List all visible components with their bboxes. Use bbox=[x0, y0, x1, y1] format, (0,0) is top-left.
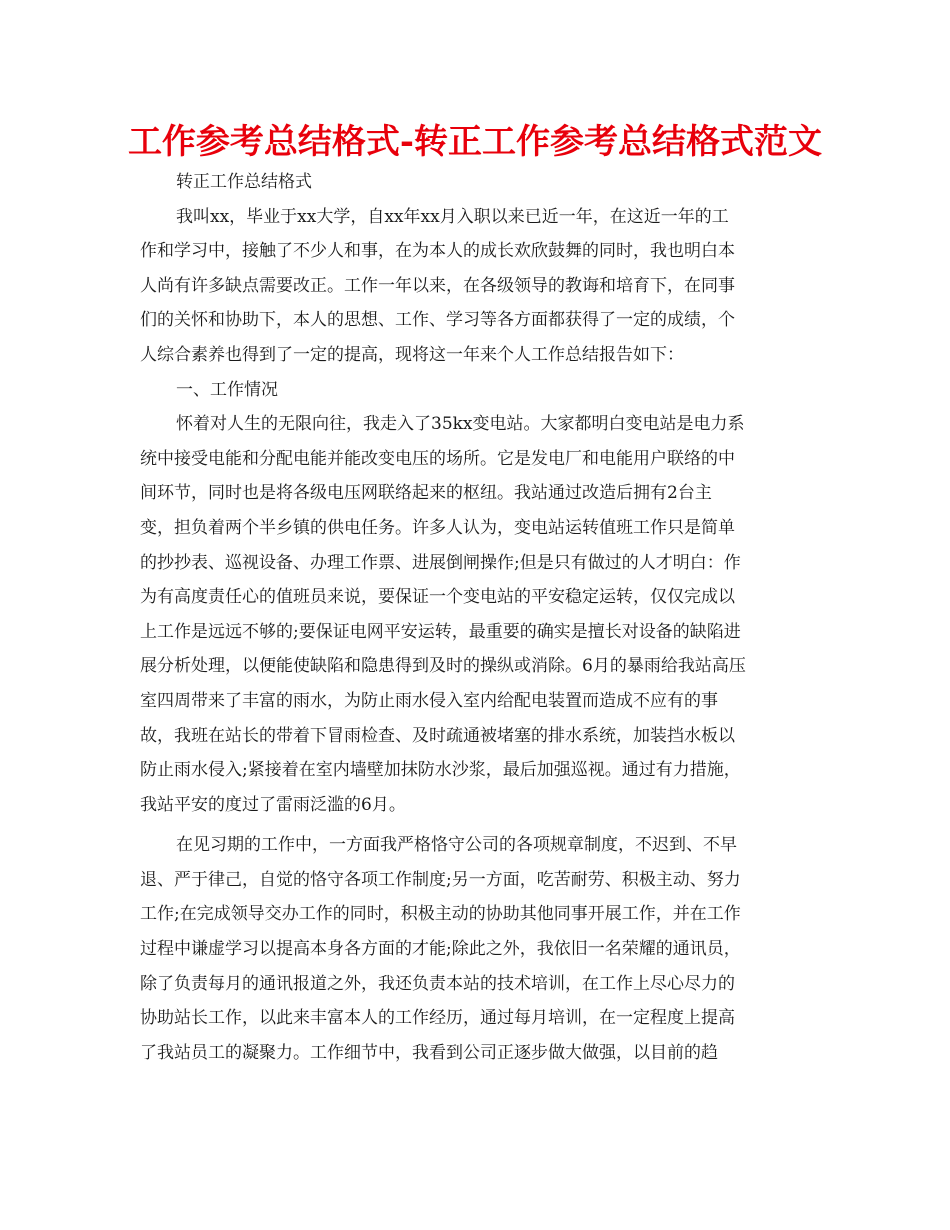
document-subtitle: 转正工作总结格式 bbox=[176, 172, 312, 192]
paragraph-line: 变，担负着两个半乡镇的供电任务。许多人认为，变电站运转值班工作只是简单 bbox=[140, 517, 735, 538]
paragraph-line: 退、严于律己，自觉的恪守各项工作制度;另一方面，吃苦耐劳、积极主动、努力 bbox=[140, 869, 741, 890]
paragraph-intro bbox=[140, 200, 810, 373]
paragraph-line: 展分析处理，以便能使缺陷和隐患得到及时的操纵或消除。6月的暴雨给我站高压 bbox=[140, 656, 746, 677]
document-title: 工作参考总结格式-转正工作参考总结格式范文 bbox=[127, 122, 823, 162]
paragraph-line: 统中接受电能和分配电能并能改变电压的场所。它是发电厂和电能用户联络的中 bbox=[140, 448, 735, 469]
paragraph-line: 过程中谦虚学习以提高本身各方面的才能;除此之外，我依旧一名荣耀的通讯员， bbox=[140, 939, 741, 960]
section-heading-work: 一、工作情况 bbox=[176, 379, 278, 400]
paragraph-line: 的抄抄表、巡视设备、办理工作票、进展倒闸操作;但是只有做过的人才明白：作 bbox=[140, 552, 741, 573]
paragraph-line: 间环节，同时也是将各级电压网联络起来的枢纽。我站通过改造后拥有2台主 bbox=[140, 483, 712, 504]
paragraph-line: 怀着对人生的无限向往，我走入了35kx变电站。大家都明白变电站是电力系 bbox=[176, 414, 745, 435]
document-body bbox=[140, 165, 810, 1070]
paragraph-line: 协助站长工作，以此来丰富本人的工作经历，通过每月培训，在一定程度上提高 bbox=[140, 1008, 735, 1029]
paragraph-line: 室四周带来了丰富的雨水，为防止雨水侵入室内给配电装置而造成不应有的事 bbox=[140, 690, 718, 711]
paragraph-line: 我叫xx，毕业于xx大学，自xx年xx月入职以来已近一年，在这近一年的工 bbox=[176, 206, 729, 227]
paragraph-line: 人综合素养也得到了一定的提高，现将这一年来个人工作总结报告如下： bbox=[140, 344, 684, 365]
paragraph-line: 了我站员工的凝聚力。工作细节中，我看到公司正逐步做大做强，以目前的趋 bbox=[140, 1042, 718, 1063]
paragraph-work-situation bbox=[140, 407, 810, 822]
paragraph-line: 为有高度责任心的值班员来说，要保证一个变电站的平安稳定运转，仅仅完成以 bbox=[140, 587, 735, 608]
paragraph-probation bbox=[140, 828, 810, 1070]
paragraph-line: 故，我班在站长的带着下冒雨检查、及时疏通被堵塞的排水系统，加装挡水板以 bbox=[140, 725, 735, 746]
paragraph-line: 作和学习中，接触了不少人和事，在为本人的成长欢欣鼓舞的同时，我也明白本 bbox=[140, 241, 735, 262]
paragraph-line: 工作;在完成领导交办工作的同时，积极主动的协助其他同事开展工作，并在工作 bbox=[140, 904, 741, 925]
paragraph-line: 在见习期的工作中，一方面我严格恪守公司的各项规章制度，不迟到、不早 bbox=[176, 835, 737, 856]
paragraph-line: 防止雨水侵入;紧接着在室内墙壁加抹防水沙浆，最后加强巡视。通过有力措施， bbox=[140, 760, 741, 781]
paragraph-line: 人尚有许多缺点需要改正。工作一年以来，在各级领导的教诲和培育下，在同事 bbox=[140, 275, 735, 296]
paragraph-line: 上工作是远远不够的;要保证电网平安运转，最重要的确实是擅长对设备的缺陷进 bbox=[140, 621, 741, 642]
paragraph-line: 们的关怀和协助下，本人的思想、工作、学习等各方面都获得了一定的成绩，个 bbox=[140, 310, 735, 331]
paragraph-line: 我站平安的度过了雷雨泛滥的6月。 bbox=[140, 794, 406, 815]
paragraph-line: 除了负责每月的通讯报道之外，我还负责本站的技术培训，在工作上尽心尽力的 bbox=[140, 973, 735, 994]
